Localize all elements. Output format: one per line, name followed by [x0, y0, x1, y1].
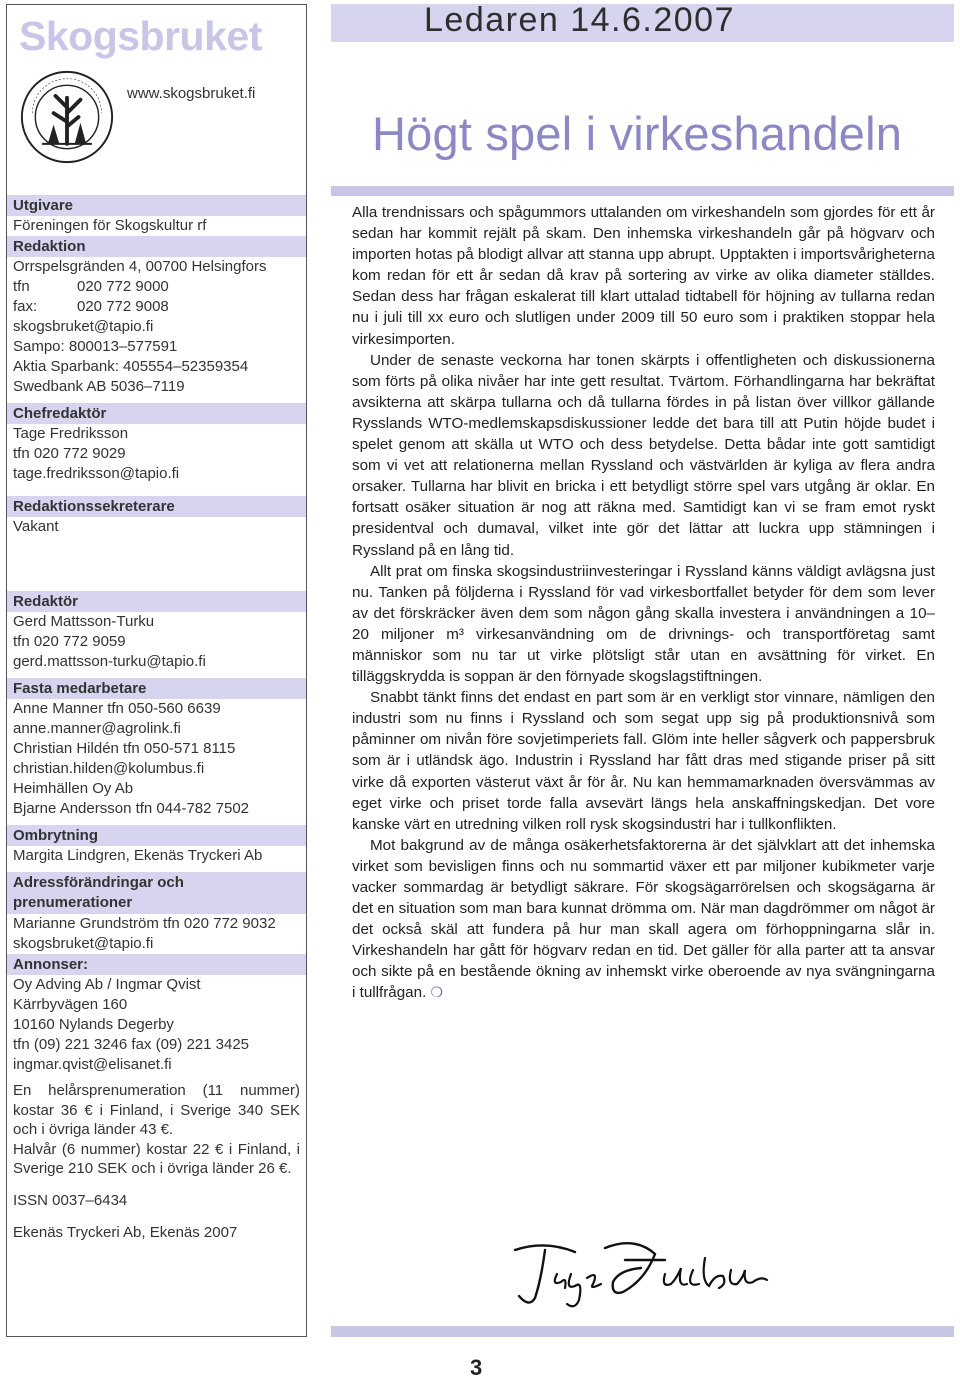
- subscription-halfyear: Halvår (6 nummer) kostar 22 € i Finland, i Sverige 210 SEK och i övriga länder 26 €.: [13, 1140, 300, 1177]
- bank-aktia: Aktia Sparbank: 405554–52359354: [13, 358, 249, 375]
- last-paragraph-text: Mot bakgrund av de många osäkerhetsfaktorerna är det självklart att det inhemska virket som bevisligen finns och nu sommartid växer ett par miljoner kubikmeter varje vacker sommardag är betydligt säkrare. För skogsägarrörelsen och skogsägarna är det en situation som man bara kunnat drömma om. När man dagdrömmer om något är det också skäl att fundera på hur man skall agera om förhoppningarna slår in. Virkeshandeln har gått för högvarv redan en tid. Det gäller för alla parter att ta ansvar och sikte på en bestående ökning av inhemskt virke oberoende av nya svängningarna i tullfrågan.: [352, 836, 935, 1002]
- annonser-line: Kärrbyvägen 160: [13, 996, 128, 1013]
- annonser-heading: Annonser:: [7, 954, 306, 975]
- redaktor-phone: tfn 020 772 9059: [13, 633, 126, 650]
- page-number: 3: [470, 1355, 483, 1380]
- medarbetare-line: anne.manner@agrolink.fi: [13, 720, 181, 737]
- article-paragraph: [352, 835, 935, 1004]
- fasta-medarbetare-heading: Fasta medarbetare: [7, 678, 306, 699]
- chefredaktor-phone: tfn 020 772 9029: [13, 445, 126, 462]
- issue-title: Ledaren 14.6.2007: [424, 1, 735, 39]
- ombrytning-heading: Ombrytning: [7, 825, 306, 846]
- utgivare-heading: Utgivare: [7, 195, 306, 216]
- footer-bar: [331, 1326, 954, 1337]
- brand-name: Skogsbruket: [19, 13, 262, 59]
- medarbetare-line: Christian Hildén tfn 050-571 8115: [13, 740, 236, 757]
- annonser-line: 10160 Nylands Degerby: [13, 1016, 174, 1033]
- article-paragraph: Allt prat om finska skogsindustriinvesteringar i Ryssland känns väldigt avlägsna just nu. Tanken på följderna i Ryssland för vad virkesbortfallet betyder för dem som lever av det förskräcker även dem som någon gång skalla investera i användningen a 10–20 miljoner m³ virkesanvändning om de drivnings- och transportföretag samt människor som nu tar ut virke plötsligt står utan en avsättning för virket. En tilläggskrydda is soppan är den förnyade skogslagstiftningen.: [352, 562, 935, 686]
- end-mark-icon: ❍: [430, 984, 444, 1001]
- redaktor-name: Gerd Mattsson-Turku: [13, 613, 155, 630]
- adressforandringar-heading: Adressförändringar och prenumerationer: [7, 872, 306, 914]
- medarbetare-line: christian.hilden@kolumbus.fi: [13, 760, 205, 777]
- annonser-line: tfn (09) 221 3246 fax (09) 221 3425: [13, 1036, 250, 1053]
- article-headline: Högt spel i virkeshandeln: [372, 107, 903, 160]
- masthead: [7, 5, 306, 195]
- colophon-sidebar: [6, 4, 307, 1337]
- redaktionssekreterare-heading: Redaktionssekreterare: [7, 496, 306, 517]
- adress-email: skogsbruket@tapio.fi: [13, 935, 154, 952]
- subscription-annual: En helårsprenumeration (11 nummer) kostar 36 € i Finland, i Sverige 340 SEK och i övriga länder 43 €.: [13, 1082, 300, 1138]
- issue-banner: [331, 1, 954, 42]
- printer: Ekenäs Tryckeri Ab, Ekenäs 2007: [13, 1223, 238, 1241]
- redaktion-phone: [7, 277, 306, 297]
- chefredaktor-email: tage.fredriksson@tapio.fi: [13, 465, 180, 482]
- chefredaktor-heading: Chefredaktör: [7, 403, 306, 424]
- redaktion-fax: [7, 297, 306, 317]
- divider-bar: [331, 186, 954, 196]
- bank-swedbank: Swedbank AB 5036–7119: [13, 378, 185, 395]
- redaktion-email: skogsbruket@tapio.fi: [13, 318, 154, 335]
- article-paragraph: Under de senaste veckorna har tonen skärpts i offentligheten och diskussionerna som förts på olika nivåer har inte gett resultat. Tvärtom. Förhandlingarna har bekräftat avsikterna att skärpa tullarna och då tullarna fördes in på listan över villkor gällande Rysslands WTO-medlemskapsdiskussioner ledde det bara till att Putin höjde budet i spelet genom att skälla ut WTO och dess betydelse. Detta bådar inte gott samtidigt som vi vet att relationerna mellan Ryssland och västvärlden är kyliga av flera andra orsaker. Tullarna har blivit en bricka i ett betydligt större spel vars utgång är oklar. En fortsatt osäker situation är nog att räkna med. Samtidigt kan vi se fram emot ryskt presidentval och dumaval, vilket inte gör det lättar att luckra upp stämningen i Ryssland på en lång tid.: [352, 351, 935, 559]
- annonser-line: ingmar.qvist@elisanet.fi: [13, 1056, 172, 1073]
- tree-logo-icon: [19, 69, 115, 165]
- medarbetare-line: Heimhällen Oy Ab: [13, 780, 134, 797]
- medarbetare-line: Bjarne Andersson tfn 044-782 7502: [13, 800, 250, 817]
- signature: [505, 1230, 785, 1310]
- bank-sampo: Sampo: 800013–577591: [13, 338, 178, 355]
- redaktion-heading: Redaktion: [7, 236, 306, 257]
- annonser-line: Oy Adving Ab / Ingmar Qvist: [13, 976, 201, 993]
- fax-value: 020 772 9008: [77, 298, 169, 315]
- article-body: [352, 202, 935, 1004]
- redaktionssekreterare-name: Vakant: [13, 518, 59, 535]
- utgivare-name: Föreningen för Skogskultur rf: [13, 217, 207, 234]
- medarbetare-line: Anne Manner tfn 050-560 6639: [13, 700, 221, 717]
- adress-contact: Marianne Grundström tfn 020 772 9032: [13, 915, 276, 932]
- redaktion-address: Orrspelsgränden 4, 00700 Helsingfors: [13, 258, 267, 275]
- phone-value: 020 772 9000: [77, 278, 169, 295]
- site-url: www.skogsbruket.fi: [127, 85, 256, 102]
- redaktor-email: gerd.mattsson-turku@tapio.fi: [13, 653, 206, 670]
- ombrytning-name: Margita Lindgren, Ekenäs Tryckeri Ab: [13, 847, 263, 864]
- chefredaktor-name: Tage Fredriksson: [13, 425, 129, 442]
- fax-label: fax:: [13, 298, 38, 315]
- article-paragraph: Alla trendnissars och spågummors uttalanden om virkeshandeln som gjordes för ett år sedan har kommit rejält på skam. Den inhemska virkeshandeln går på högvarv och importen hotas på blodigt allvar att stanna upp abrupt. Upptakten i importsvårigheterna kom redan för ett år sedan då krav på sortering av virke av olika diameter ställdes. Sedan dess har frågan eskalerat till klart uttalad tidtabell för höjning av tullarna redan nu i juli till xx euro och slutligen under 2009 till 50 euro som i praktiken stoppar hela virkesimporten.: [352, 204, 935, 348]
- phone-label: tfn: [13, 278, 30, 295]
- issn: ISSN 0037–6434: [13, 1191, 128, 1209]
- article-paragraph: Snabbt tänkt finns det endast en part som är en verkligt stor vinnare, nämligen den industri som nu finns i Ryssland och som segat upp sig på produktionsnivå som påminner om nivån före sovjetimperiets fall. Glöm inte heller sågverk och pappersbruk som är i utländsk ägo. Industrin i Ryssland har fått dras med stigande priser på sitt virke då exporten västerut växt år för år. Nu kan hemmamarknaden översvämmas av eget virke och priset torde falla avsevärt längs hela anskaffningskedjan. Det vore kanske värt en utredning vilken roll rysk skogsindustri har i tullkonflikten.: [352, 689, 935, 833]
- redaktor-heading: Redaktör: [7, 591, 306, 612]
